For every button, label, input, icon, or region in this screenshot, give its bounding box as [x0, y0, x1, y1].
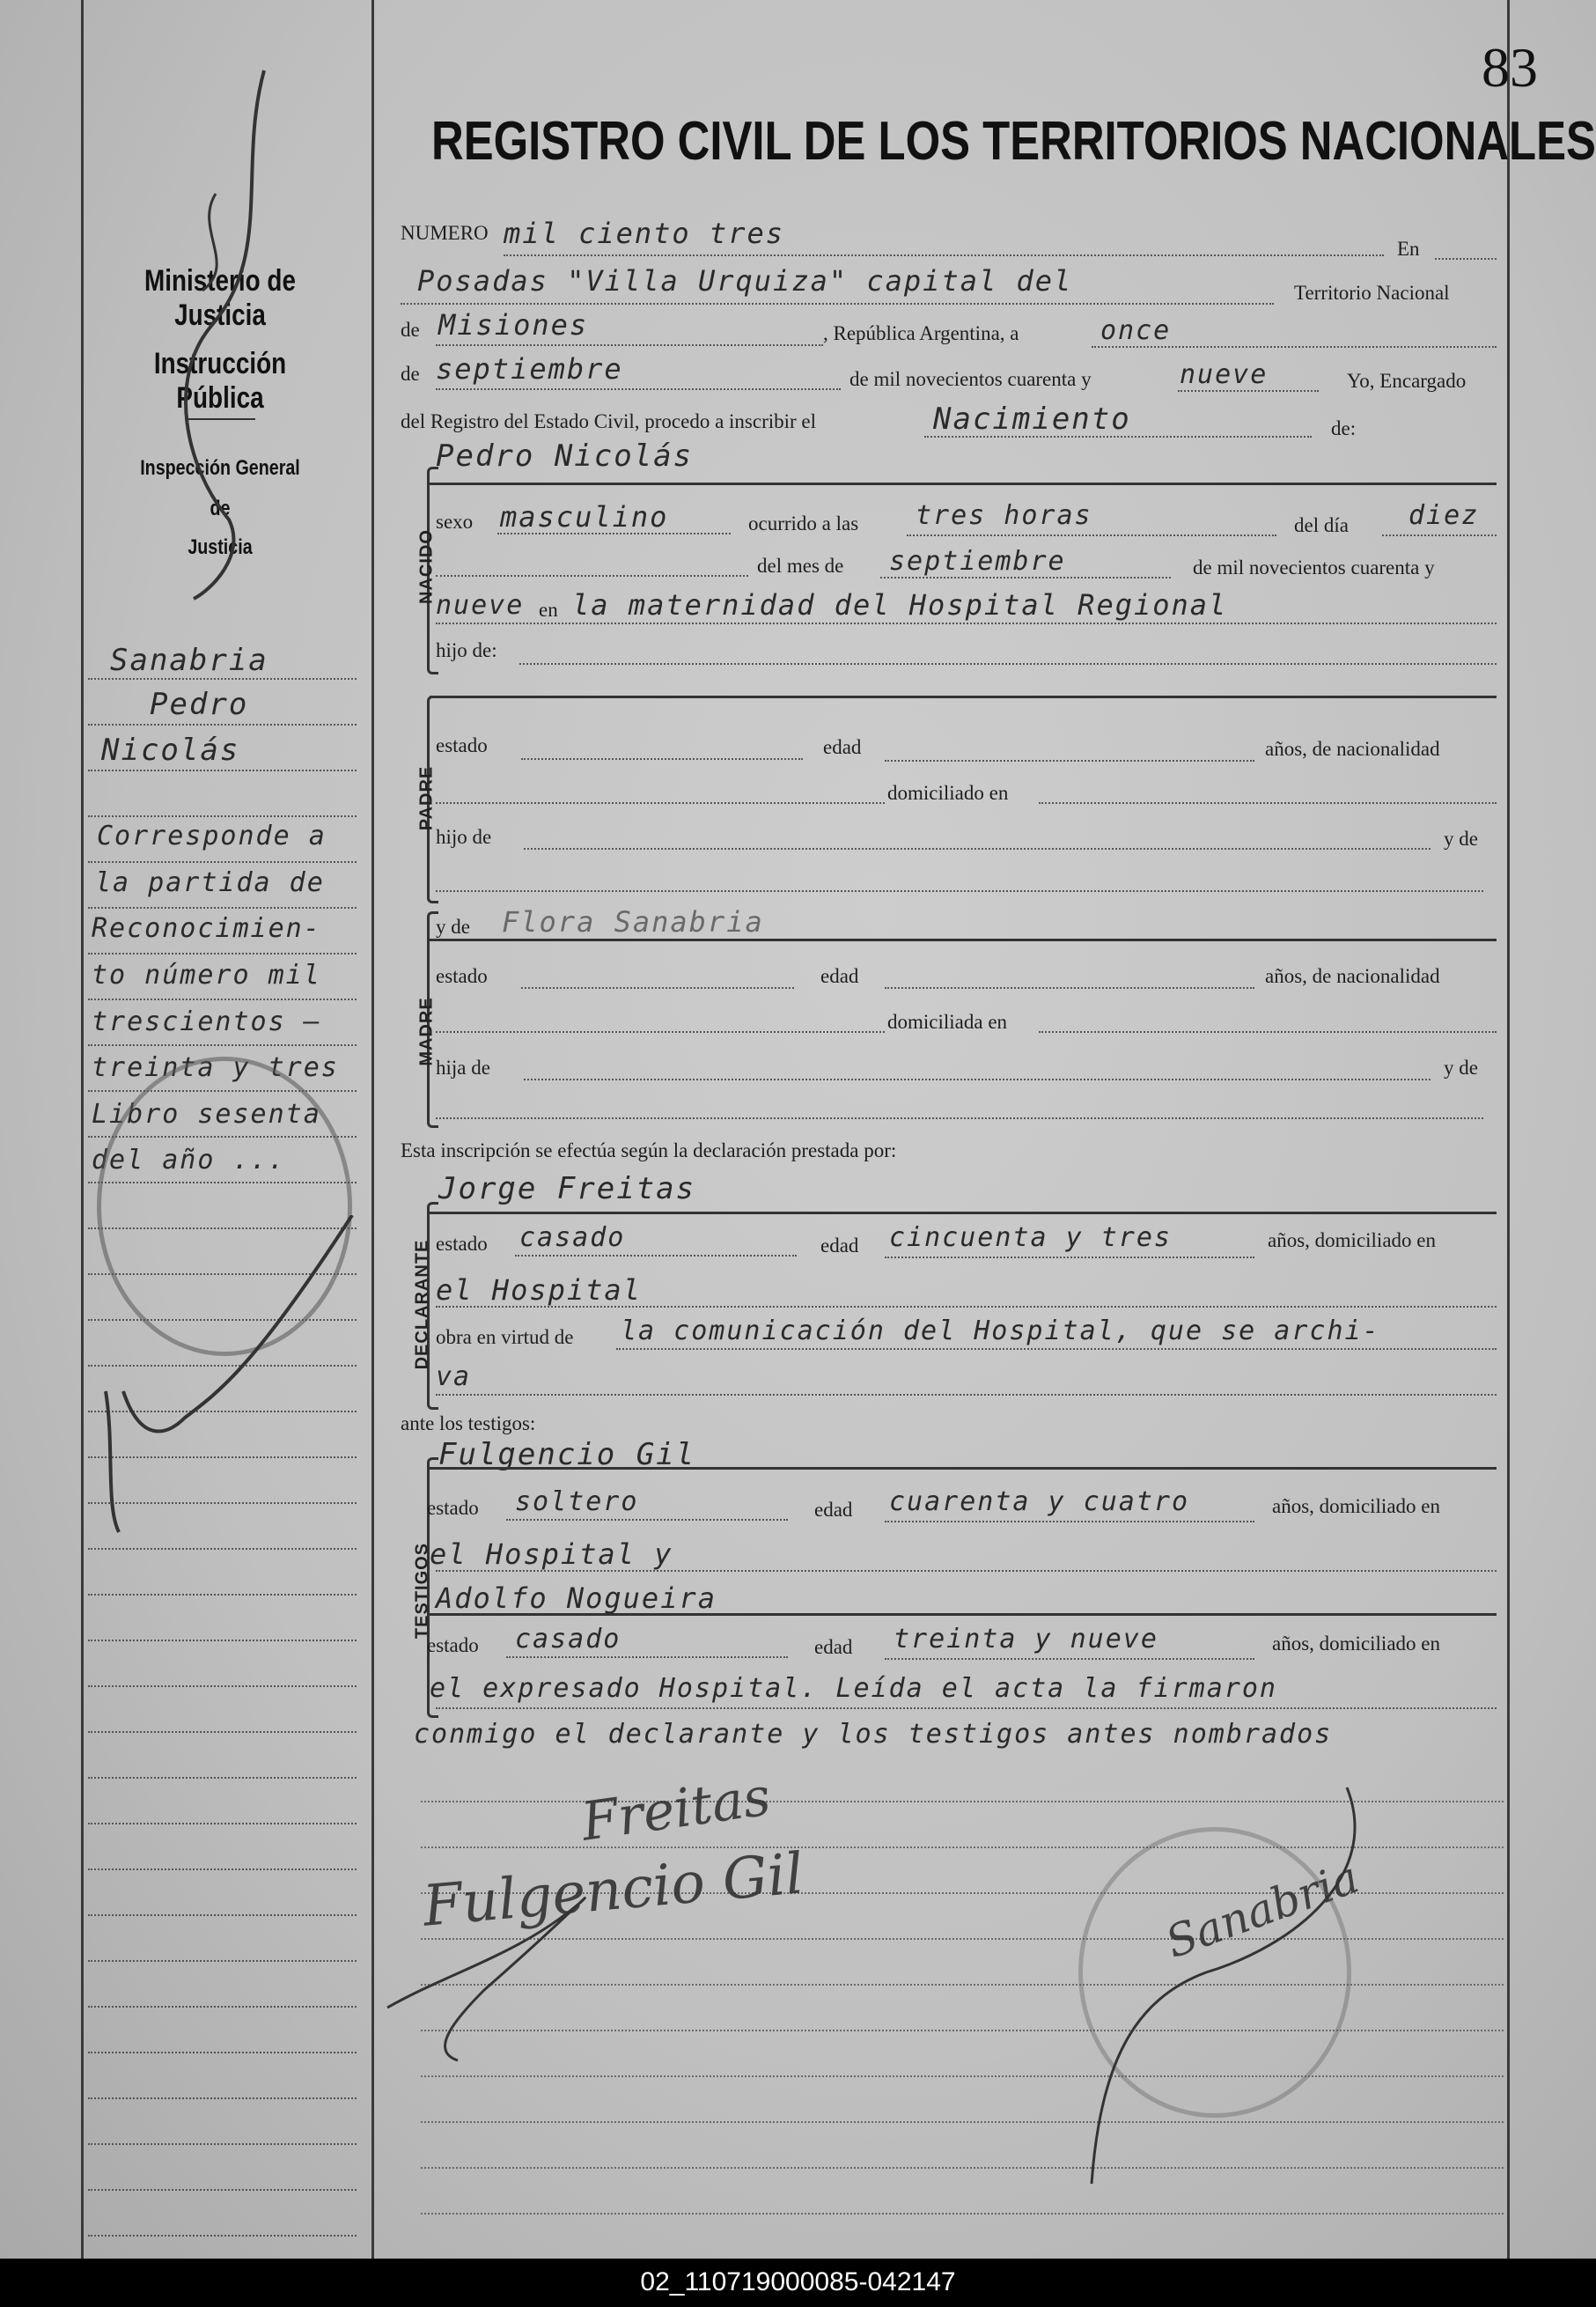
- dotted-line: [885, 1256, 1254, 1258]
- dotted-line: [924, 435, 1312, 438]
- testigo2-edad-value: treinta y nueve: [894, 1624, 1158, 1655]
- margin-ruled-line: [88, 1960, 357, 1963]
- margin-ruled-line: [88, 1777, 357, 1780]
- page-number: 83: [1482, 36, 1538, 99]
- margin-name1: Pedro: [150, 687, 249, 722]
- madre-label: MADRE: [416, 997, 437, 1066]
- dotted-line: [519, 662, 1497, 665]
- declarante-nombre-value: Jorge Freitas: [438, 1171, 696, 1206]
- padre-nacionalidad-label: años, de nacionalidad: [1265, 738, 1440, 760]
- dotted-line: [436, 1305, 1497, 1308]
- margin-signature-scribble: [132, 62, 291, 608]
- territorio-label: Territorio Nacional: [1294, 282, 1450, 304]
- margin-ruled-line: [88, 815, 357, 818]
- margin-ruled-line: [88, 999, 357, 1001]
- margin-ruled-line: [88, 2006, 357, 2008]
- nacido-mes-value: septiembre: [889, 546, 1066, 577]
- dia-value: once: [1100, 315, 1172, 346]
- signature-flourish: [379, 1849, 695, 2069]
- republica-label: , República Argentina, a: [823, 322, 1019, 344]
- nacido-en-label: en: [539, 599, 558, 621]
- madre-nombre-value: Flora Sanabria: [502, 905, 764, 939]
- margin-ruled-line: [88, 1640, 357, 1642]
- margin-ruled-line: [88, 1594, 357, 1596]
- dotted-line: [436, 801, 885, 804]
- dotted-line: [524, 847, 1431, 850]
- margin-ruled-line: [88, 2143, 357, 2146]
- dotted-line: [506, 1655, 788, 1658]
- declarante-edad-value: cincuenta y tres: [889, 1222, 1172, 1253]
- dotted-line: [880, 576, 1171, 579]
- dotted-line: [1039, 801, 1497, 804]
- margin-note-7: Libro sesenta: [92, 1099, 321, 1130]
- margin-note-3: Reconocimien-: [92, 913, 321, 944]
- lugar-value: Posadas "Villa Urquiza" capital del: [417, 264, 1073, 298]
- signature-encargado: Sanabria: [1158, 1851, 1365, 1969]
- ministry-sub2: de: [210, 497, 231, 520]
- dotted-line: [1382, 534, 1497, 536]
- nacido-label: NACIDO: [416, 529, 437, 604]
- margin-note-4: to número mil: [92, 960, 321, 991]
- testigo2-domicilio: el expresado Hospital. Leída el acta la firmaron: [430, 1673, 1277, 1704]
- testigo1-edad-value: cuarenta y cuatro: [889, 1486, 1190, 1517]
- dotted-line: [885, 759, 1254, 762]
- ruled-line: [421, 2213, 1504, 2215]
- padre-label: PADRE: [416, 765, 437, 831]
- dotted-line: [1092, 345, 1497, 348]
- signature-testigo: Fulgencio Gil: [420, 1841, 806, 1940]
- dotted-line: [436, 1569, 1497, 1572]
- hijo-label: hijo de:: [436, 639, 497, 661]
- solid-line: [430, 1467, 1497, 1470]
- testigo1-nombre: Fulgencio Gil: [438, 1437, 696, 1472]
- declaracion-label: Esta inscripción se efectúa según la declaración prestada por:: [401, 1139, 897, 1161]
- dotted-line: [524, 1078, 1431, 1080]
- dotted-line: [1178, 389, 1319, 392]
- en-label: En: [1397, 238, 1420, 260]
- obra-value-2: va: [436, 1361, 472, 1392]
- declarante-label: DECLARANTE: [412, 1239, 432, 1370]
- madre-estado-label: estado: [436, 965, 488, 987]
- de-colon: de:: [1331, 417, 1357, 439]
- testigo2-nombre: Adolfo Nogueira: [436, 1581, 717, 1615]
- dotted-line: [616, 1347, 1497, 1350]
- dotted-line: [436, 574, 748, 577]
- dotted-line: [436, 1706, 1497, 1709]
- obra-label: obra en virtud de: [436, 1326, 574, 1348]
- dotted-line: [885, 1520, 1254, 1522]
- nacido-lugar-value: la maternidad del Hospital Regional: [572, 588, 1228, 622]
- dotted-line: [1039, 1030, 1497, 1033]
- margin-ruled-line: [88, 678, 357, 681]
- margin-ruled-line: [88, 1914, 357, 1917]
- nacido-anio-label: de mil novecientos cuarenta y: [1193, 556, 1435, 579]
- padre-hijo-label: hijo de: [436, 826, 492, 848]
- document-title: REGISTRO CIVIL DE LOS TERRITORIOS NACIONALES: [431, 111, 1596, 172]
- ministry-line2: Instrucción Pública: [153, 347, 287, 415]
- dotted-line: [885, 1657, 1254, 1660]
- left-margin-line: [81, 0, 84, 2259]
- madre-edad-label: edad: [820, 965, 859, 987]
- solid-line: [430, 696, 1497, 698]
- margin-ruled-line: [88, 1731, 357, 1734]
- margin-ruled-line: [88, 1044, 357, 1047]
- ocurrido-label: ocurrido a las: [748, 512, 859, 534]
- dotted-line: [401, 302, 1274, 305]
- margin-note-5: trescientos —: [92, 1006, 321, 1037]
- dotted-line: [436, 622, 1497, 624]
- madre-nacionalidad-label: años, de nacionalidad: [1265, 965, 1440, 987]
- territorio-value: Misiones: [438, 308, 589, 342]
- yo-label: Yo, Encargado: [1347, 370, 1467, 392]
- dotted-line: [521, 757, 803, 760]
- margin-ruled-line: [88, 2097, 357, 2100]
- margin-ruled-line: [88, 2189, 357, 2192]
- dotted-line: [506, 1518, 788, 1521]
- margin-ruled-line: [88, 2235, 357, 2237]
- obra-value: la comunicación del Hospital, que se archi-: [621, 1316, 1380, 1346]
- declarante-edad-label: edad: [820, 1235, 859, 1257]
- dotted-line: [497, 532, 731, 534]
- dotted-line: [436, 1030, 885, 1033]
- mes-value: septiembre: [436, 352, 623, 386]
- margin-note-2: la partida de: [95, 867, 325, 898]
- margin-surname: Sanabria: [110, 643, 268, 678]
- dotted-line: [1435, 257, 1497, 260]
- declarante-estado-value: casado: [519, 1222, 626, 1253]
- testigos-label: TESTIGOS: [412, 1542, 432, 1640]
- margin-ruled-line: [88, 724, 357, 726]
- padre-domiciliado-label: domiciliado en: [887, 782, 1009, 804]
- nacido-dia-value: diez: [1408, 500, 1480, 531]
- margin-ruled-line: [88, 2052, 357, 2054]
- dotted-line: [436, 1117, 1483, 1119]
- margin-name2: Nicolás: [101, 733, 240, 768]
- padre-estado-label: estado: [436, 734, 488, 756]
- testigo2-edad-label: edad: [814, 1636, 853, 1658]
- testigo1-domicilio: el Hospital y: [430, 1537, 673, 1571]
- margin-ruled-line: [88, 861, 357, 864]
- signature-flourish-right: [1065, 1770, 1382, 2193]
- testigo2-domiciliado-label: años, domiciliado en: [1272, 1633, 1440, 1655]
- padre-edad-label: edad: [823, 736, 862, 758]
- sexo-value: masculino: [500, 500, 669, 534]
- footer-id: 02_110719000085-042147: [640, 2267, 956, 2296]
- dotted-line: [885, 986, 1254, 989]
- hora-value: tres horas: [916, 500, 1092, 531]
- madre-hija-label: hija de: [436, 1057, 490, 1079]
- testigo1-estado-value: soltero: [515, 1486, 639, 1517]
- declarante-estado-label: estado: [436, 1233, 488, 1255]
- margin-ruled-line: [88, 953, 357, 955]
- declarante-domiciliado-label: años, domiciliado en: [1268, 1229, 1436, 1251]
- dotted-line: [436, 1393, 1497, 1396]
- sexo-label: sexo: [436, 511, 474, 533]
- footer-bar: [0, 2259, 1596, 2307]
- dotted-line: [515, 1254, 797, 1257]
- right-margin-line: [1507, 0, 1510, 2259]
- padre-y-de-label: y de: [1444, 828, 1478, 850]
- margin-ruled-line: [88, 1685, 357, 1688]
- acto-value: Nacimiento: [933, 402, 1131, 437]
- margin-note-8: del año ...: [92, 1145, 286, 1176]
- testigo1-edad-label: edad: [814, 1499, 853, 1521]
- anio-value: nueve: [1180, 359, 1269, 390]
- madre-domiciliada-label: domiciliada en: [887, 1011, 1008, 1033]
- dotted-line: [521, 986, 794, 989]
- ministry-line1: Ministerio de Justicia: [144, 264, 296, 332]
- ministry-sub3: Justicia: [188, 535, 253, 559]
- nacido-mes-label: del mes de: [757, 555, 844, 577]
- de-label-2: de: [401, 363, 420, 385]
- del-dia-label: del día: [1294, 514, 1349, 536]
- madre-y-de2-label: y de: [1444, 1057, 1478, 1079]
- dotted-line: [436, 387, 841, 390]
- solid-line: [430, 939, 1497, 941]
- margin-ruled-line: [88, 907, 357, 910]
- testigo2-estado-value: casado: [515, 1624, 621, 1655]
- anio-label: de mil novecientos cuarenta y: [849, 368, 1092, 390]
- registro-label: del Registro del Estado Civil, procedo a inscribir el: [401, 410, 817, 432]
- dotted-line: [436, 889, 1483, 892]
- numero-value: mil ciento tres: [504, 217, 784, 250]
- dotted-line: [504, 254, 1384, 256]
- madre-y-de-label: y de: [436, 916, 470, 938]
- de-label: de: [401, 319, 420, 341]
- solid-line: [430, 1613, 1497, 1616]
- margin-ruled-line: [88, 1823, 357, 1825]
- declarante-domicilio-value: el Hospital: [436, 1273, 642, 1307]
- testigos-intro-label: ante los testigos:: [401, 1412, 536, 1434]
- numero-label: NUMERO: [401, 222, 489, 244]
- margin-ruled-line: [88, 770, 357, 772]
- margin-divider-line: [371, 0, 374, 2259]
- margin-note-1: Corresponde a: [97, 821, 327, 851]
- solid-line: [430, 483, 1497, 485]
- margin-signature: [88, 1215, 370, 1550]
- testigo1-domiciliado-label: años, domiciliado en: [1272, 1495, 1440, 1517]
- dotted-line: [436, 343, 823, 346]
- nombre-value: Pedro Nicolás: [436, 439, 694, 474]
- margin-ruled-line: [88, 1868, 357, 1871]
- testigo1-estado-label: estado: [427, 1497, 479, 1519]
- cierre-text: conmigo el declarante y los testigos antes nombrados: [414, 1719, 1333, 1750]
- nacido-anio-value: nueve: [436, 590, 525, 621]
- ministry-sub1: Inspección General: [140, 456, 300, 480]
- dotted-line: [907, 534, 1276, 536]
- margin-note-6: treinta y tres: [92, 1052, 339, 1083]
- solid-line: [430, 1212, 1497, 1214]
- testigo2-estado-label: estado: [427, 1634, 479, 1656]
- signature-declarante: Freitas: [577, 1765, 775, 1854]
